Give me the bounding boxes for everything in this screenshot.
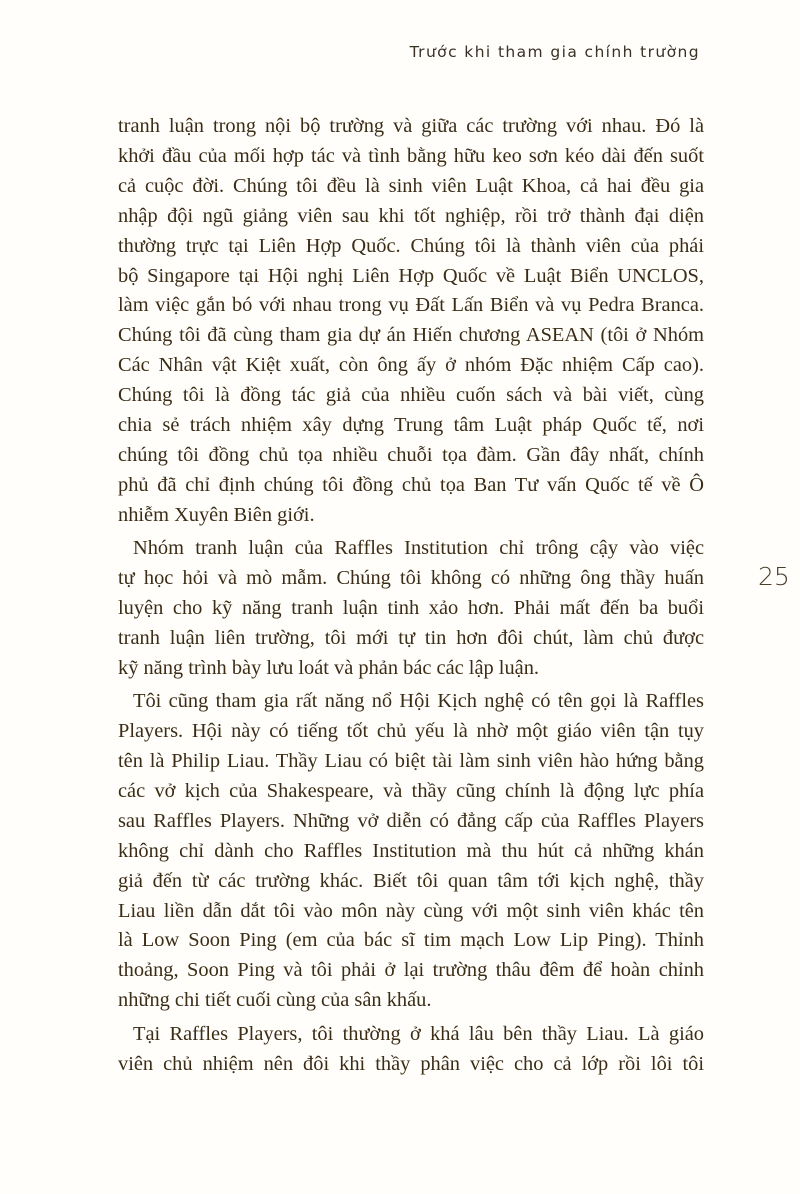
text-line: tranh luận trong nội bộ trường và giữa các trường với nhau. Đó là bbox=[118, 115, 704, 137]
text-line: cả cuộc đời. Chúng tôi đều là sinh viên Luật Khoa, cả hai đều gia bbox=[118, 174, 704, 197]
text-line: những chi tiết cuối cùng của sân khấu. bbox=[118, 989, 432, 1012]
text-line: là Low Soon Ping (em của bác sĩ tim mạch Low Lip Ping). Thỉnh bbox=[118, 929, 704, 952]
body-text bbox=[118, 112, 704, 1083]
text-line: Chúng tôi là đồng tác giả của nhiều cuốn sách và bài viết, cùng bbox=[118, 384, 704, 407]
paragraph-1 bbox=[118, 112, 704, 531]
running-header: Trước khi tham gia chính trường bbox=[409, 43, 700, 61]
text-line: khởi đầu của mối hợp tác và tình bằng hữu keo sơn kéo dài đến suốt bbox=[118, 144, 704, 167]
text-line: không chỉ dành cho Raffles Institution mà thu hút cả những khán bbox=[118, 839, 704, 862]
page-number: 25 bbox=[758, 562, 790, 591]
text-line: phủ đã chỉ định chúng tôi đồng chủ tọa Ban Tư vấn Quốc tế về Ô bbox=[118, 473, 704, 496]
paragraph-2 bbox=[118, 534, 704, 684]
text-line: Các Nhân vật Kiệt xuất, còn ông ấy ở nhóm Đặc nhiệm Cấp cao). bbox=[118, 354, 704, 377]
paragraph-4 bbox=[118, 1020, 704, 1080]
text-line: các vở kịch của Shakespeare, và thầy cũng chính là động lực phía bbox=[118, 779, 704, 802]
text-line: chúng tôi đồng chủ tọa nhiều chuỗi tọa đàm. Gần đây nhất, chính bbox=[118, 443, 704, 466]
text-line: Players. Hội này có tiếng tốt chủ yếu là nhờ một giáo viên tận tụy bbox=[118, 720, 704, 743]
text-line: tự học hỏi và mò mẫm. Chúng tôi không có những ông thầy huấn bbox=[118, 567, 704, 590]
text-line: luyện cho kỹ năng tranh luận tinh xảo hơn. Phải mất đến ba buổi bbox=[118, 597, 704, 619]
text-line: chia sẻ trách nhiệm xây dựng Trung tâm Luật pháp Quốc tế, nơi bbox=[118, 414, 704, 437]
text-line: giả đến từ các trường khác. Biết tôi quan tâm tới kịch nghệ, thầy bbox=[118, 869, 704, 892]
text-line: làm việc gắn bó với nhau trong vụ Đất Lấn Biển và vụ Pedra Branca. bbox=[118, 294, 704, 317]
text-line: kỹ năng trình bày lưu loát và phản bác các lập luận. bbox=[118, 656, 539, 679]
text-line: thường trực tại Liên Hợp Quốc. Chúng tôi là thành viên của phái bbox=[118, 234, 704, 257]
text-line: thoảng, Soon Ping và tôi phải ở lại trường thâu đêm để hoàn chỉnh bbox=[118, 959, 704, 982]
text-line: Chúng tôi đã cùng tham gia dự án Hiến chương ASEAN (tôi ở Nhóm bbox=[118, 324, 704, 347]
text-line: nhiễm Xuyên Biên giới. bbox=[118, 503, 315, 526]
text-line: Tôi cũng tham gia rất năng nổ Hội Kịch nghệ có tên gọi là Raffles bbox=[133, 690, 704, 713]
text-line: tên là Philip Liau. Thầy Liau có biệt tài làm sinh viên hào hứng bằng bbox=[118, 750, 704, 773]
text-line: sau Raffles Players. Những vở diễn có đẳng cấp của Raffles Players bbox=[118, 809, 704, 832]
text-line: Nhóm tranh luận của Raffles Institution chỉ trông cậy vào việc bbox=[133, 537, 704, 560]
paragraph-3 bbox=[118, 687, 704, 1016]
text-line: viên chủ nhiệm nên đôi khi thầy phân việc cho cả lớp rồi lôi tôi bbox=[118, 1052, 704, 1075]
text-line: nhập đội ngũ giảng viên sau khi tốt nghiệp, rồi trở thành đại diện bbox=[118, 204, 704, 227]
text-line: Liau liền dẫn dắt tôi vào môn này cùng với một sinh viên khác tên bbox=[118, 899, 704, 922]
text-line: tranh luận liên trường, tôi mới tự tin hơn đôi chút, làm chủ được bbox=[118, 626, 704, 649]
text-line: Tại Raffles Players, tôi thường ở khá lâu bên thầy Liau. Là giáo bbox=[133, 1022, 704, 1045]
text-line: bộ Singapore tại Hội nghị Liên Hợp Quốc về Luật Biển UNCLOS, bbox=[118, 264, 704, 287]
